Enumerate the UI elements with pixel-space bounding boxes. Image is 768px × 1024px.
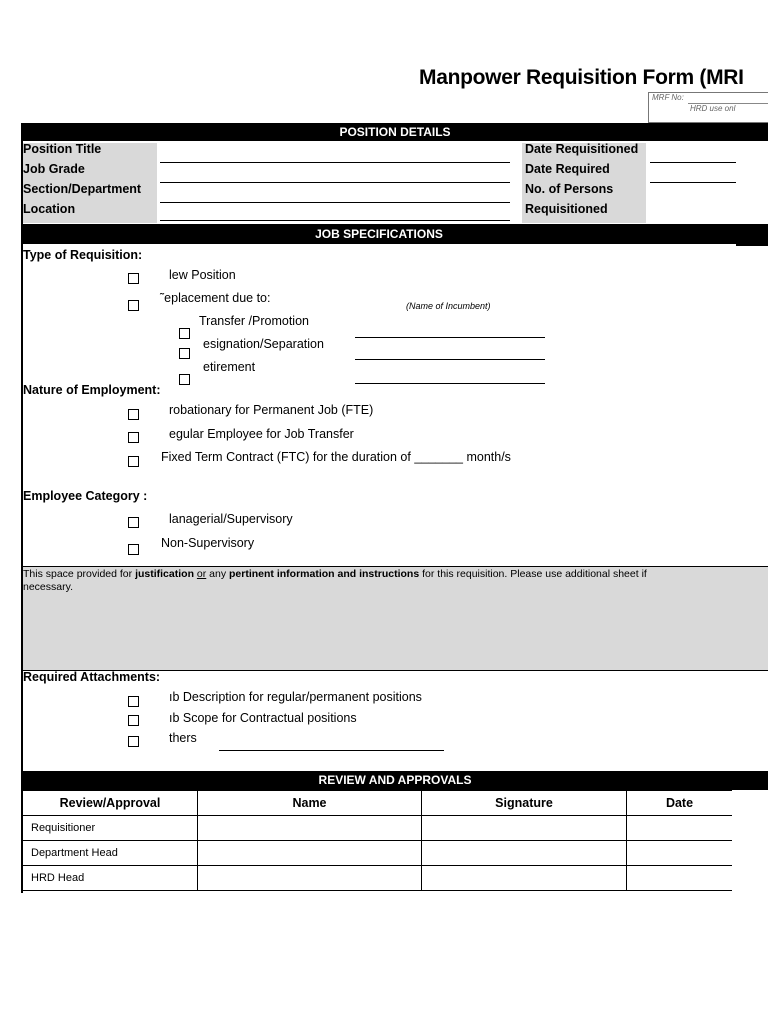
location-field[interactable] xyxy=(160,220,510,221)
job-description-label: ıb Description for regular/permanent positions xyxy=(169,690,422,704)
resignation-incumbent-field[interactable] xyxy=(355,359,545,360)
mrf-number-label: MRF No: xyxy=(652,93,684,102)
section-department-field[interactable] xyxy=(160,202,510,203)
job-description-checkbox[interactable] xyxy=(128,696,139,707)
date-requisitioned-field[interactable] xyxy=(650,162,736,163)
review-approvals-bar: REVIEW AND APPROVALS xyxy=(22,771,768,790)
table-row xyxy=(23,816,733,841)
header-signature: Signature xyxy=(422,791,627,816)
form-title: Manpower Requisition Form (MRI xyxy=(419,66,744,89)
resignation-label: esignation/Separation xyxy=(203,337,324,351)
department-head-date-cell[interactable] xyxy=(627,841,733,866)
fixed-term-checkbox[interactable] xyxy=(128,456,139,467)
row-label-department-head: Department Head xyxy=(23,841,198,866)
job-specifications-bar-end xyxy=(736,224,768,246)
job-scope-label: ıb Scope for Contractual positions xyxy=(169,711,357,725)
resignation-checkbox[interactable] xyxy=(179,348,190,359)
fixed-term-label: Fixed Term Contract (FTC) for the duration of _______ month/s xyxy=(161,450,511,464)
department-head-name-cell[interactable] xyxy=(198,841,422,866)
location-label: Location xyxy=(23,202,76,216)
others-checkbox[interactable] xyxy=(128,736,139,747)
retirement-label: etirement xyxy=(203,360,256,374)
date-required-field[interactable] xyxy=(650,182,736,183)
non-supervisory-checkbox[interactable] xyxy=(128,544,139,555)
required-attachments-label: Required Attachments: xyxy=(23,670,161,684)
requisitioner-date-cell[interactable] xyxy=(627,816,733,841)
managerial-checkbox[interactable] xyxy=(128,517,139,528)
position-title-label: Position Title xyxy=(23,142,102,156)
header-date: Date xyxy=(627,791,733,816)
nature-of-employment-label: Nature of Employment: xyxy=(23,383,161,397)
header-name: Name xyxy=(198,791,422,816)
hrd-head-name-cell[interactable] xyxy=(198,866,422,891)
replacement-label: ˜eplacement due to: xyxy=(160,291,271,305)
regular-employee-checkbox[interactable] xyxy=(128,432,139,443)
replacement-checkbox[interactable] xyxy=(128,300,139,311)
job-grade-field[interactable] xyxy=(160,182,510,183)
requisitioner-signature-cell[interactable] xyxy=(422,816,627,841)
requisitioner-name-cell[interactable] xyxy=(198,816,422,841)
transfer-label: Transfer /Promotion xyxy=(199,314,309,328)
non-supervisory-label: Non-Supervisory xyxy=(161,536,255,550)
row-label-requisitioner: Requisitioner xyxy=(23,816,198,841)
type-of-requisition-label: Type of Requisition: xyxy=(23,248,143,262)
retirement-incumbent-field[interactable] xyxy=(355,383,545,384)
hrd-use-label: HRD use onl xyxy=(690,104,736,113)
section-department-label: Section/Department xyxy=(23,182,142,196)
new-position-label: lew Position xyxy=(169,268,236,282)
hrd-head-date-cell[interactable] xyxy=(627,866,733,891)
position-title-field[interactable] xyxy=(160,162,510,163)
others-field[interactable] xyxy=(219,750,444,751)
table-row xyxy=(23,841,733,866)
probationary-label: robationary for Permanent Job (FTE) xyxy=(169,403,374,417)
job-scope-checkbox[interactable] xyxy=(128,715,139,726)
employee-category-label: Employee Category : xyxy=(23,489,148,503)
approvals-table xyxy=(22,790,732,891)
date-required-label: Date Required xyxy=(525,162,610,176)
new-position-checkbox[interactable] xyxy=(128,273,139,284)
transfer-checkbox[interactable] xyxy=(179,328,190,339)
job-grade-label: Job Grade xyxy=(23,162,85,176)
approvals-header-row xyxy=(23,791,733,816)
probationary-checkbox[interactable] xyxy=(128,409,139,420)
justification-text: This space provided for justification or any pertinent information and instructions for this requisition. Please use additional sheet if necessary. xyxy=(23,568,647,593)
row-label-hrd-head: HRD Head xyxy=(23,866,198,891)
retirement-checkbox[interactable] xyxy=(179,374,190,385)
regular-employee-label: egular Employee for Job Transfer xyxy=(169,427,354,441)
requisitioned-label: Requisitioned xyxy=(525,202,608,216)
table-row xyxy=(23,866,733,891)
transfer-incumbent-field[interactable] xyxy=(355,337,545,338)
department-head-signature-cell[interactable] xyxy=(422,841,627,866)
no-of-persons-label: No. of Persons xyxy=(525,182,614,196)
job-specifications-bar: JOB SPECIFICATIONS xyxy=(22,224,736,244)
hrd-head-signature-cell[interactable] xyxy=(422,866,627,891)
others-label: thers xyxy=(169,731,197,745)
position-details-bar: POSITION DETAILS xyxy=(22,123,768,141)
incumbent-note: (Name of Incumbent) xyxy=(406,301,491,311)
header-review-approval: Review/Approval xyxy=(23,791,198,816)
date-requisitioned-label: Date Requisitioned xyxy=(525,142,639,156)
managerial-label: lanagerial/Supervisory xyxy=(169,512,293,526)
